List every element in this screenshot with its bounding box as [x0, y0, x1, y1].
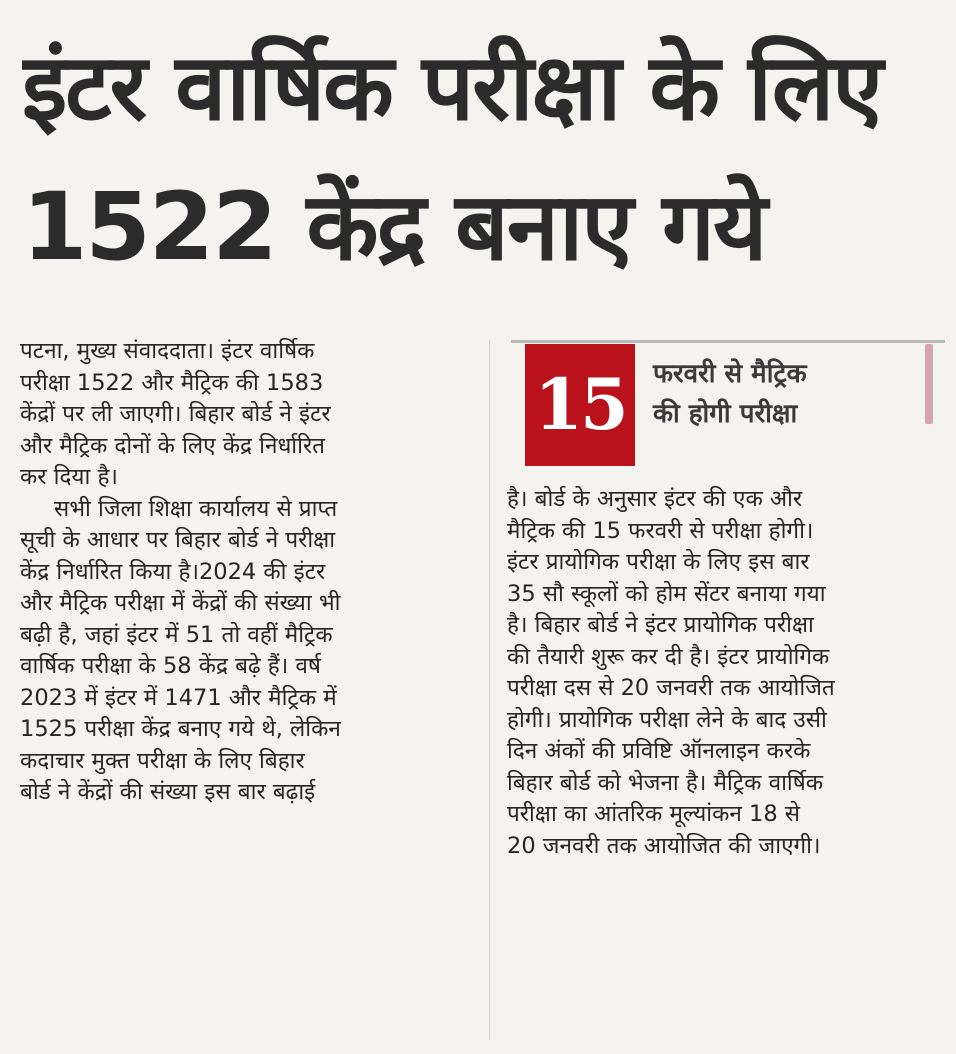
right-line-8: होगी। प्रायोगिक परीक्षा लेने के बाद उसी [507, 706, 827, 733]
highlight-box-caption [653, 354, 807, 434]
highlight-box-top-rule [511, 340, 945, 343]
left-line-6: सभी जिला शिक्षा कार्यालय से प्राप्त [54, 495, 338, 522]
left-line-14: कदाचार मुक्त परीक्षा के लिए बिहार [20, 747, 305, 774]
left-line-8: केंद्र निर्धारित किया है।2024 की इंटर [20, 558, 326, 585]
highlight-box [511, 340, 945, 466]
headline-line-1: इंटर वार्षिक परीक्षा के लिए [22, 34, 882, 141]
left-line-1: पटना, मुख्य संवाददाता। इंटर वार्षिक [20, 338, 315, 364]
right-line-4: 35 सौ स्कूलों को होम सेंटर बनाया गया [507, 580, 826, 607]
left-line-5: कर दिया है। [20, 464, 118, 490]
column-divider [489, 340, 490, 1040]
right-line-6: की तैयारी शुरू कर दी है। इंटर प्रायोगिक [507, 643, 830, 670]
right-line-12: 20 जनवरी तक आयोजित की जाएगी। [507, 832, 821, 859]
left-line-10: बढ़ी है, जहां इंटर में 51 तो वहीं मैट्रिक [20, 621, 333, 648]
right-line-3: इंटर प्रायोगिक परीक्षा के लिए इस बार [507, 549, 810, 575]
left-line-11: वार्षिक परीक्षा के 58 केंद्र बढ़े हैं। वर्ष [20, 653, 321, 679]
highlight-box-accent-bar [925, 344, 933, 424]
article-left-column [20, 336, 468, 809]
left-line-3: केंद्रों पर ली जाएगी। बिहार बोर्ड ने इंटर [20, 401, 331, 427]
left-line-12: 2023 में इंटर में 1471 और मैट्रिक में [20, 684, 337, 711]
right-line-9: दिन अंकों की प्रविष्टि ऑनलाइन करके [507, 738, 811, 764]
highlight-caption-line-1: फरवरी से मैट्रिक [653, 359, 807, 389]
right-line-2: मैट्रिक की 15 फरवरी से परीक्षा होगी। [507, 517, 814, 544]
left-line-2: परीक्षा 1522 और मैट्रिक की 1583 [20, 369, 324, 396]
right-line-10: बिहार बोर्ड को भेजना है। मैट्रिक वार्षिक [507, 769, 824, 796]
left-line-4: और मैट्रिक दोनों के लिए केंद्र निर्धारित [20, 432, 325, 459]
right-line-11: परीक्षा का आंतरिक मूल्यांकन 18 से [507, 801, 800, 827]
left-line-15: बोर्ड ने केंद्रों की संख्या इस बार बढ़ाई [20, 779, 316, 805]
left-line-13: 1525 परीक्षा केंद्र बनाए गये थे, लेकिन [20, 716, 341, 742]
right-line-7: परीक्षा दस से 20 जनवरी तक आयोजित [507, 675, 835, 701]
headline-line-2: 1522 केंद्र बनाए गये [22, 173, 766, 282]
date-number-badge: 15 [525, 344, 635, 466]
article-right-column [507, 484, 947, 862]
left-line-9: और मैट्रिक परीक्षा में केंद्रों की संख्या भी [20, 590, 341, 616]
left-line-7: सूची के आधार पर बिहार बोर्ड ने परीक्षा [20, 527, 336, 553]
highlight-caption-line-2: की होगी परीक्षा [653, 399, 798, 429]
right-line-5: है। बिहार बोर्ड ने इंटर प्रायोगिक परीक्षा [507, 612, 814, 638]
right-line-1: है। बोर्ड के अनुसार इंटर की एक और [507, 486, 803, 512]
